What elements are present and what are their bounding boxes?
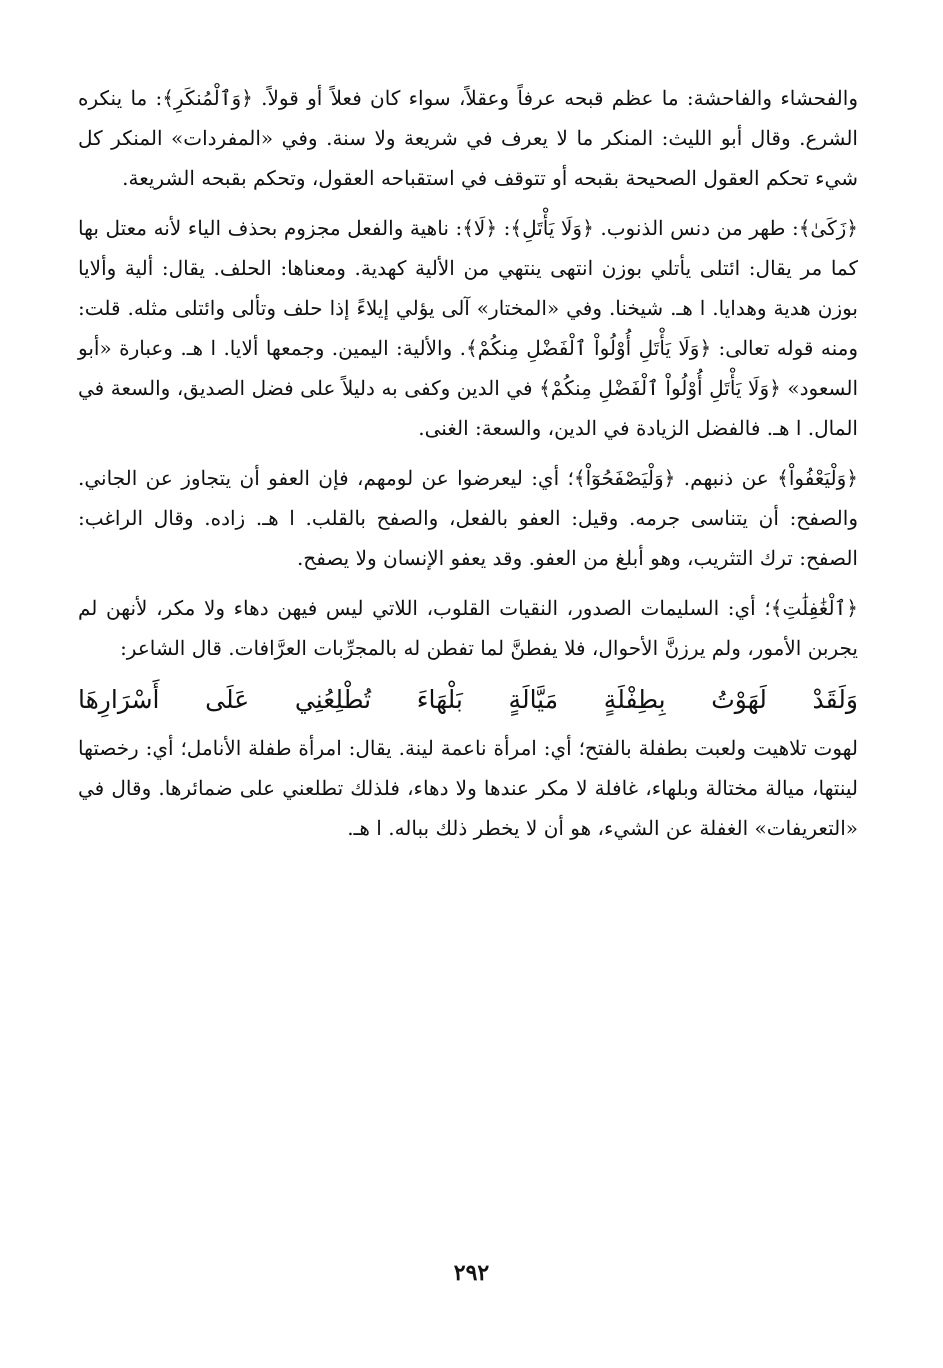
paragraph-fahsha: والفحشاء والفاحشة: ما عظم قبحه عرفاً وعقلاً، سواء كان فعلاً أو قولاً. ﴿وَٱلْمُنكَرِ﴾: ما ينكره الشرع. وقال أبو الليث: المنكر ما لا يعرف في شريعة ولا سنة. وفي «المفردات» المنكر كل شيء تحكم العقول الصحيحة بقبحه أو تتوقف في استقباحه العقول، وتحكم بقبحه الشريعة.	[78, 86, 858, 190]
page-number: ٢٩٢	[453, 1260, 490, 1286]
paragraph-yafu: ﴿وَلْيَعْفُواْ﴾ عن ذنبهم. ﴿وَلْيَصْفَحُوٓاْ﴾؛ أي: ليعرضوا عن لومهم، فإن العفو أن يتجاوز عن الجاني. والصفح: أن يتناسى جرمه. وقيل: العفو بالفعل، والصفح بالقلب. ا هـ. زاده. وقال الراغب: الصفح: ترك التثريب، وهو أبلغ من العفو. وقد يعفو الإنسان ولا يصفح.	[78, 466, 858, 570]
paragraph-verse-explanation: لهوت تلاهيت ولعبت بطفلة بالفتح؛ أي: امرأة ناعمة لينة. يقال: امرأة طفلة الأنامل؛ أي: رخصتها لينتها، ميالة مختالة وبلهاء، غافلة لا مكر عندها ولا دهاء، فلذلك تطلعني على ضمائرها. وقال في «التعريفات» الغفلة عن الشيء، هو أن لا يخطر ذلك بباله. ا هـ.	[78, 736, 858, 840]
paragraph-zaka: ﴿زَكَىٰ﴾: طهر من دنس الذنوب. ﴿وَلَا يَأْتَلِ﴾: ﴿لَا﴾: ناهية والفعل مجزوم بحذف الياء لأنه معتل بها كما مر يقال: ائتلى يأتلي بوزن انتهى ينتهي من الألية كهدية. ومعناها: الحلف. يقال: ألية وألايا بوزن هدية وهدايا. ا هـ. شيخنا. وفي «المختار» آلى يؤلي إيلاءً إذا حلف وتألى وائتلى مثله. قلت: ومنه قوله تعالى: ﴿وَلَا يَأْتَلِ أُوْلُواْ ٱلْفَضْلِ مِنكُمْ﴾. والألية: اليمين. وجمعها ألايا. ا هـ. وعبارة «أبو السعود» ﴿وَلَا يَأْتَلِ أُوْلُواْ ٱلْفَضْلِ مِنكُمْ﴾ في الدين وكفى به دليلاً على فضل الصديق، والسعة في المال. ا هـ. فالفضل الزيادة في الدين، والسعة: الغنى.	[78, 216, 858, 440]
poetry-verse: وَلَقَدْ لَهَوْتُ بِطِفْلَةٍ مَيَّالَةٍ بَلْهَاءَ تُطْلِعُنِي عَلَى أَسْرَارِهَا	[78, 685, 858, 714]
page-body	[78, 78, 858, 858]
paragraph-ghafilat: ﴿ٱلْغَٰفِلَٰتِ﴾؛ أي: السليمات الصدور، النقيات القلوب، اللاتي ليس فيهن دهاء ولا مكر، لأنهن لم يجربن الأمور، ولم يرزنَّ الأحوال، فلا يفطنَّ لما تفطن له بالمجرِّبات العرَّافات. قال الشاعر:	[78, 596, 858, 660]
